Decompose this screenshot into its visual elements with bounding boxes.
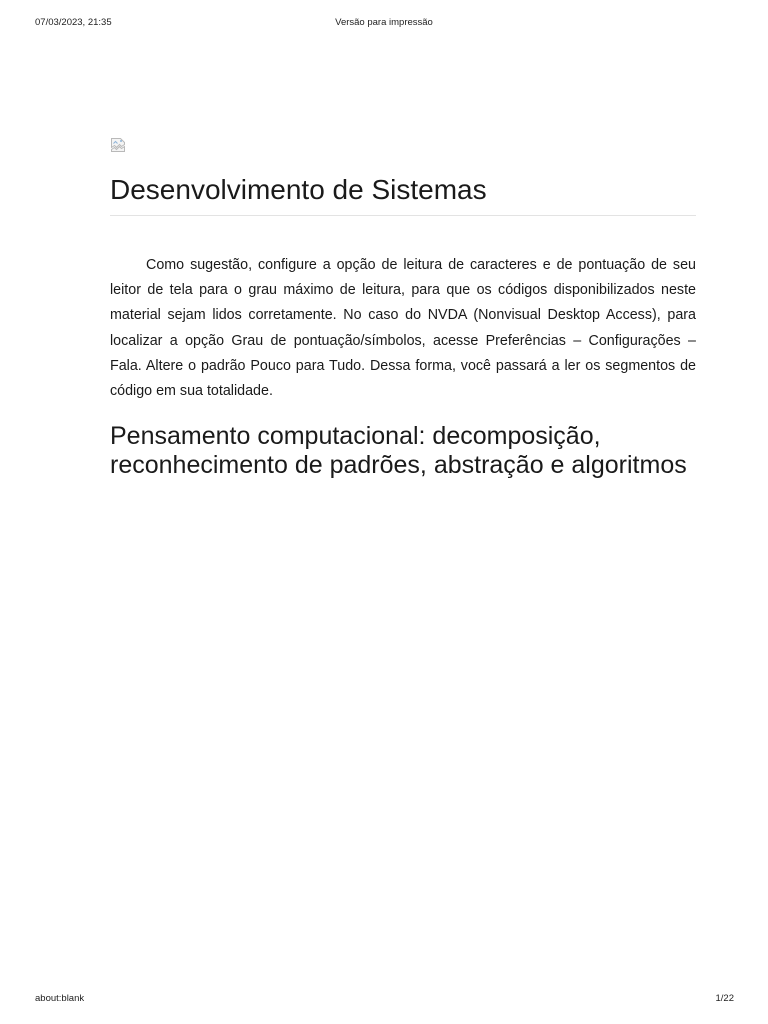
print-page-number: 1/22 [715, 993, 734, 1004]
print-footer [0, 992, 768, 1006]
title-divider [110, 215, 696, 216]
intro-paragraph: Como sugestão, configure a opção de leitura de caracteres e de pontuação de seu leitor de tela para o grau máximo de leitura, para que os códigos disponibilizados neste material sejam lidos corretamente. No caso do NVDA (Nonvisual Desktop Access), para localizar a opção Grau de pontuação/símbolos, acesse Preferências – Configurações – Fala. Altere o padrão Pouco para Tudo. Dessa forma, você passará a ler os segmentos de código em sua totalidade. [110, 257, 696, 400]
print-url: about:blank [35, 993, 85, 1004]
broken-image-icon [110, 137, 126, 153]
section-heading: Pensamento computacional: decomposição, reconhecimento de padrões, abstração e algoritmos [110, 422, 687, 479]
broken-image-icon-graphic [110, 137, 126, 153]
document-title: Desenvolvimento de Sistemas [110, 174, 487, 205]
print-datetime: 07/03/2023, 21:35 [35, 17, 112, 28]
print-page-title: Versão para impressão [335, 17, 433, 28]
print-header [0, 16, 768, 30]
